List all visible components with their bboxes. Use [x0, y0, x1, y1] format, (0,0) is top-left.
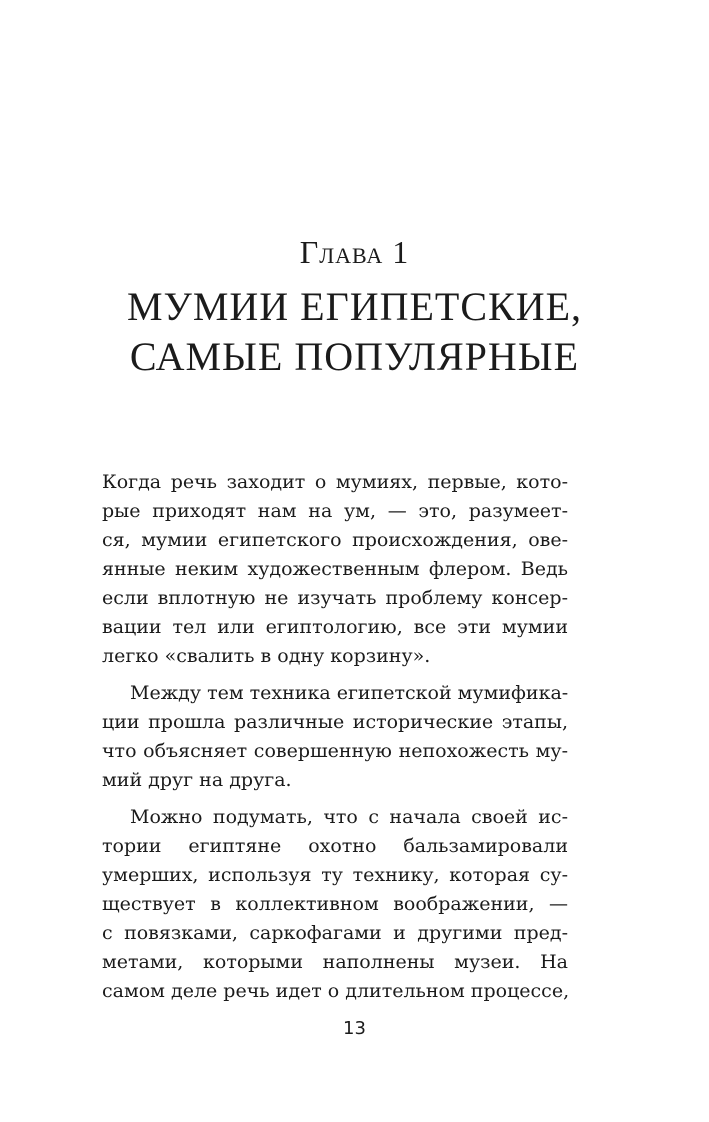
text-line: вации тел или египтологию, все эти мумии [102, 616, 568, 638]
text-line: Можно подумать, что с начала своей ис- [130, 806, 568, 828]
chapter-title [0, 282, 709, 382]
text-line: умерших, используя ту технику, которая су- [102, 864, 568, 886]
text-line: самом деле речь идет о длительном процессе, [102, 980, 570, 1002]
chapter-title-line-1: МУМИИ ЕГИПЕТСКИЕ, [126, 284, 583, 329]
text-line: тории египтяне охотно бальзамировали [102, 835, 568, 857]
text-line: ществует в коллективном воображении, — [102, 893, 568, 915]
text-line: Между тем техника египетской мумифика- [130, 682, 569, 704]
text-line: если вплотную не изучать проблему консер- [102, 587, 568, 609]
body-text [102, 468, 568, 1006]
text-line: метами, которыми наполнены музеи. На [102, 951, 568, 973]
text-line: что объясняет совершенную непохожесть му- [102, 740, 568, 762]
page-number: 13 [343, 1018, 366, 1039]
text-line: янные неким художественным флером. Ведь [102, 558, 568, 580]
paragraph [102, 679, 568, 795]
text-line: Когда речь заходит о мумиях, первые, кото- [102, 471, 568, 493]
text-line: легко «свалить в одну корзину». [102, 645, 431, 667]
text-line: ции прошла различные исторические этапы, [102, 711, 568, 733]
paragraph [102, 468, 568, 671]
chapter-title-line-2: САМЫЕ ПОПУЛЯРНЫЕ [129, 334, 580, 379]
text-line: с повязками, саркофагами и другими пред- [102, 922, 568, 944]
text-line: рые приходят нам на ум, — это, разумеет- [102, 500, 568, 522]
paragraph [102, 803, 568, 1006]
chapter-label: Глава 1 [299, 234, 410, 270]
text-line: мий друг на друга. [102, 769, 292, 791]
text-line: ся, мумии египетского происхождения, ове- [102, 529, 568, 551]
